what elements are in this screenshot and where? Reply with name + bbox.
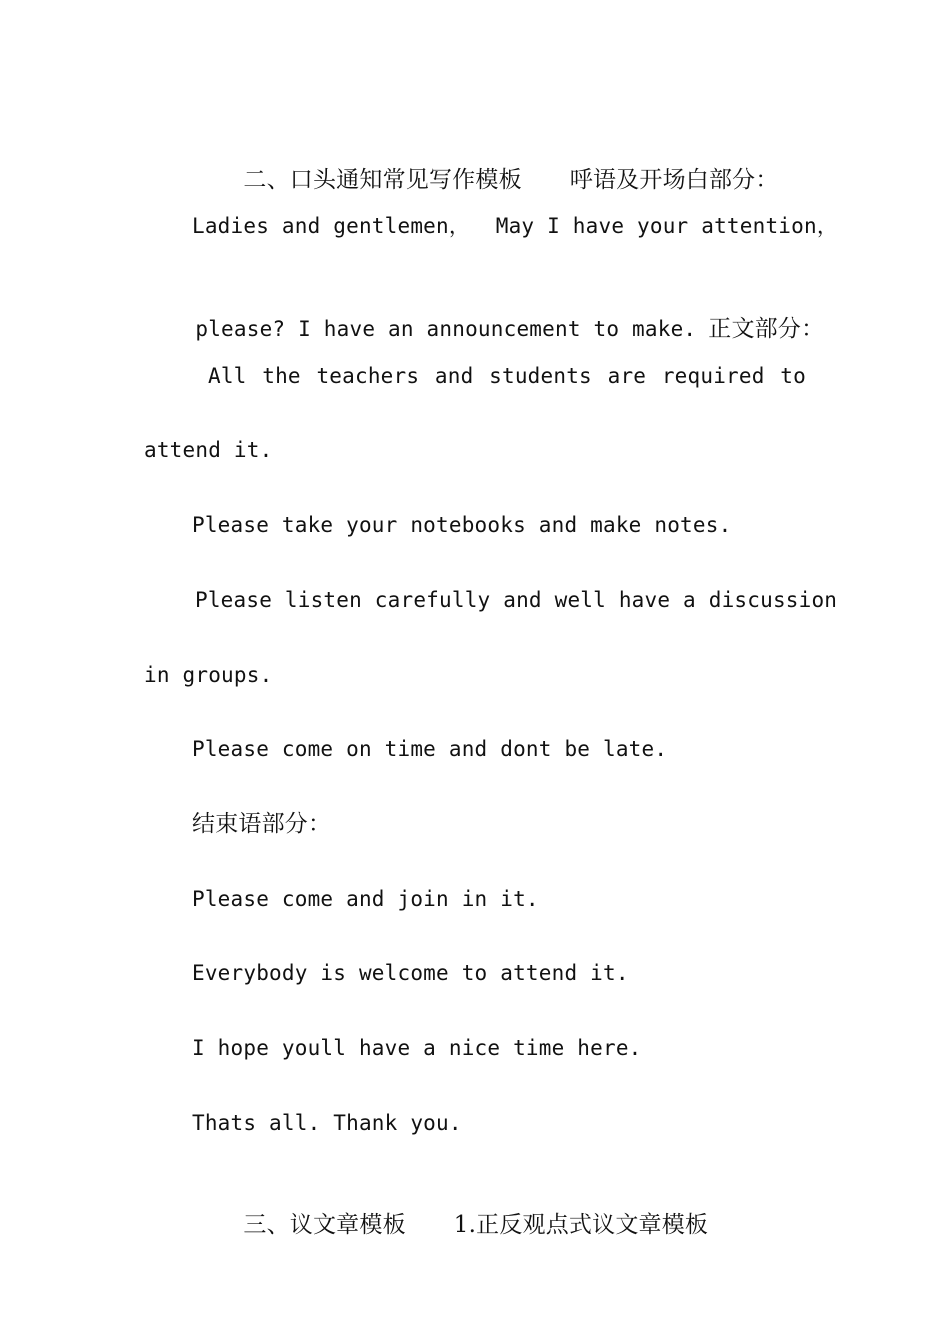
body-line-3: Please listen carefully and well have a discussion <box>195 588 838 612</box>
body-line-3-continued: in groups. <box>144 663 273 687</box>
closing-line-4: Thats all. Thank you. <box>192 1111 462 1135</box>
closing-line-3: I hope youll have a nice time here. <box>192 1036 642 1060</box>
body-line-4: Please come on time and dont be late. <box>192 737 668 761</box>
closing-line-1: Please come and join in it. <box>192 887 539 911</box>
section-3-heading: 三、议文章模板 <box>243 1212 406 1238</box>
body-line-1-word: to <box>780 364 806 388</box>
section-3-heading-line <box>192 1183 708 1267</box>
section-2-heading: 二、口头通知常见写作模板 <box>243 167 522 193</box>
body-line-1-word: teachers <box>316 364 420 388</box>
closing-line-2: Everybody is welcome to attend it. <box>192 961 629 985</box>
body-line-1-word: required <box>661 364 765 388</box>
body-heading: 正文部分： <box>708 316 825 342</box>
body-line-1-word: All <box>208 364 247 388</box>
opening-line-1: Ladies and gentlemen， May I have your attention， <box>192 214 839 238</box>
body-line-1-continued: attend it. <box>144 438 273 462</box>
section-2-heading-line <box>192 138 779 222</box>
closing-heading: 结束语部分： <box>192 811 332 837</box>
body-line-1-word: and <box>434 364 474 388</box>
body-line-1-word: students <box>489 364 592 388</box>
section-2-subheading: 呼语及开场白部分： <box>569 167 779 193</box>
body-line-1 <box>208 362 806 390</box>
body-line-2: Please take your notebooks and make notes. <box>192 513 732 537</box>
opening-line-2 <box>144 287 824 371</box>
body-line-1-word: are <box>607 364 647 388</box>
body-line-1-word: the <box>262 364 301 388</box>
section-3-subheading: 1.正反观点式议文章模板 <box>453 1212 709 1238</box>
opening-line-2-text: please? I have an announcement to make. <box>195 317 697 341</box>
